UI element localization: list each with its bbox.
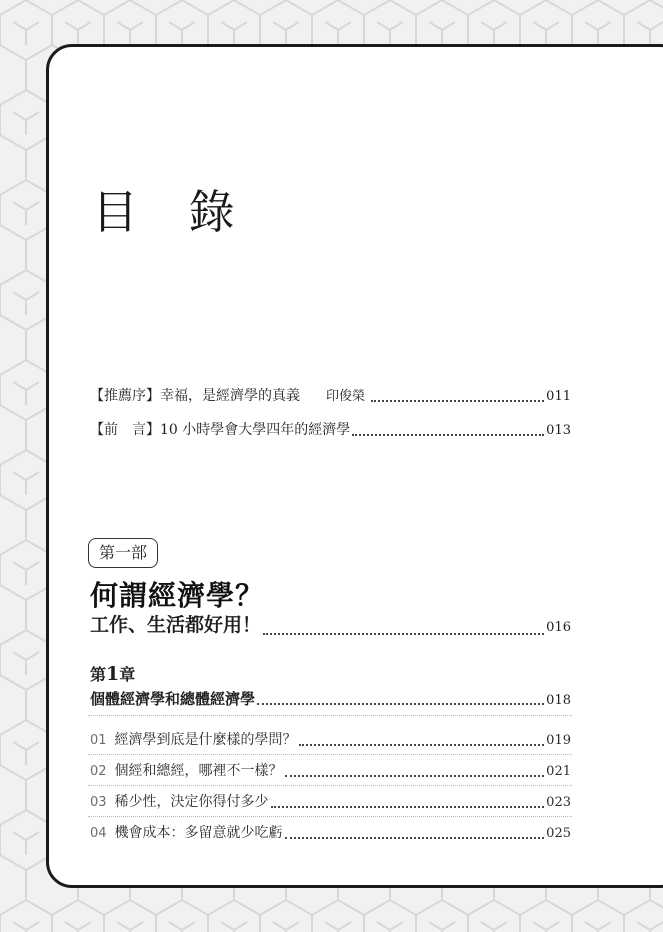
entry-page-number: 021 [546,764,571,779]
chapter-title: 個體經濟學和總體經濟學 [90,690,256,708]
page-title: 目 錄 [92,185,253,239]
dot-leader [285,774,545,777]
dot-leader [371,399,544,402]
chapter-label-prefix: 第 [90,665,107,684]
section-number: 03 [90,795,107,810]
dot-leader [285,836,545,839]
entry-page-number: 018 [546,693,571,708]
section-number: 04 [90,826,107,841]
entry-title: 10 小時學會大學四年的經濟學 [160,422,351,438]
dot-leader [271,805,545,808]
toc-entry-section[interactable] [90,760,571,782]
entry-page-number: 019 [546,733,571,748]
section-title: 個經和總經，哪裡不一樣？ [114,763,283,779]
toc-entry-chapter[interactable] [90,688,571,710]
toc-entry-part-subtitle[interactable] [90,614,571,640]
toc-entry-foreword[interactable] [90,385,571,407]
entry-page-number: 023 [546,795,571,810]
section-title: 機會成本：多留意就少吃虧 [114,825,283,841]
section-number: 01 [90,733,107,748]
chapter-number: 1 [106,663,120,685]
toc-entry-section[interactable] [90,729,571,751]
entry-page-number: 025 [546,826,571,841]
toc-entry-preface[interactable] [90,419,571,441]
part-subtitle: 工作、生活都好用！ [90,614,262,636]
section-title: 經濟學到底是什麼樣的學問？ [114,732,297,748]
toc-entry-section[interactable] [90,822,571,844]
section-number: 02 [90,764,107,779]
toc-entry-section[interactable] [90,791,571,813]
entry-bracket-label: 【推薦序】 [90,388,160,404]
entry-title: 幸福，是經濟學的真義 [160,388,300,404]
section-divider [88,785,572,786]
part-badge: 第一部 [88,538,158,568]
chapter-label-suffix: 章 [119,665,136,684]
entry-page-number: 011 [546,389,571,404]
part-title: 何謂經濟學？ [90,579,265,612]
entry-page-number: 016 [546,620,571,635]
chapter-label [90,664,135,685]
dot-leader [263,632,544,635]
dot-leader [299,743,545,746]
section-divider [88,816,572,817]
section-title: 稀少性，決定你得付多少 [114,794,269,810]
dot-leader [352,433,544,436]
section-divider [88,754,572,755]
section-divider [88,715,572,716]
dot-leader [257,702,544,705]
entry-author: 印俊榮 [326,389,366,404]
entry-page-number: 013 [546,423,571,438]
entry-bracket-label: 【前 言】 [90,422,160,438]
